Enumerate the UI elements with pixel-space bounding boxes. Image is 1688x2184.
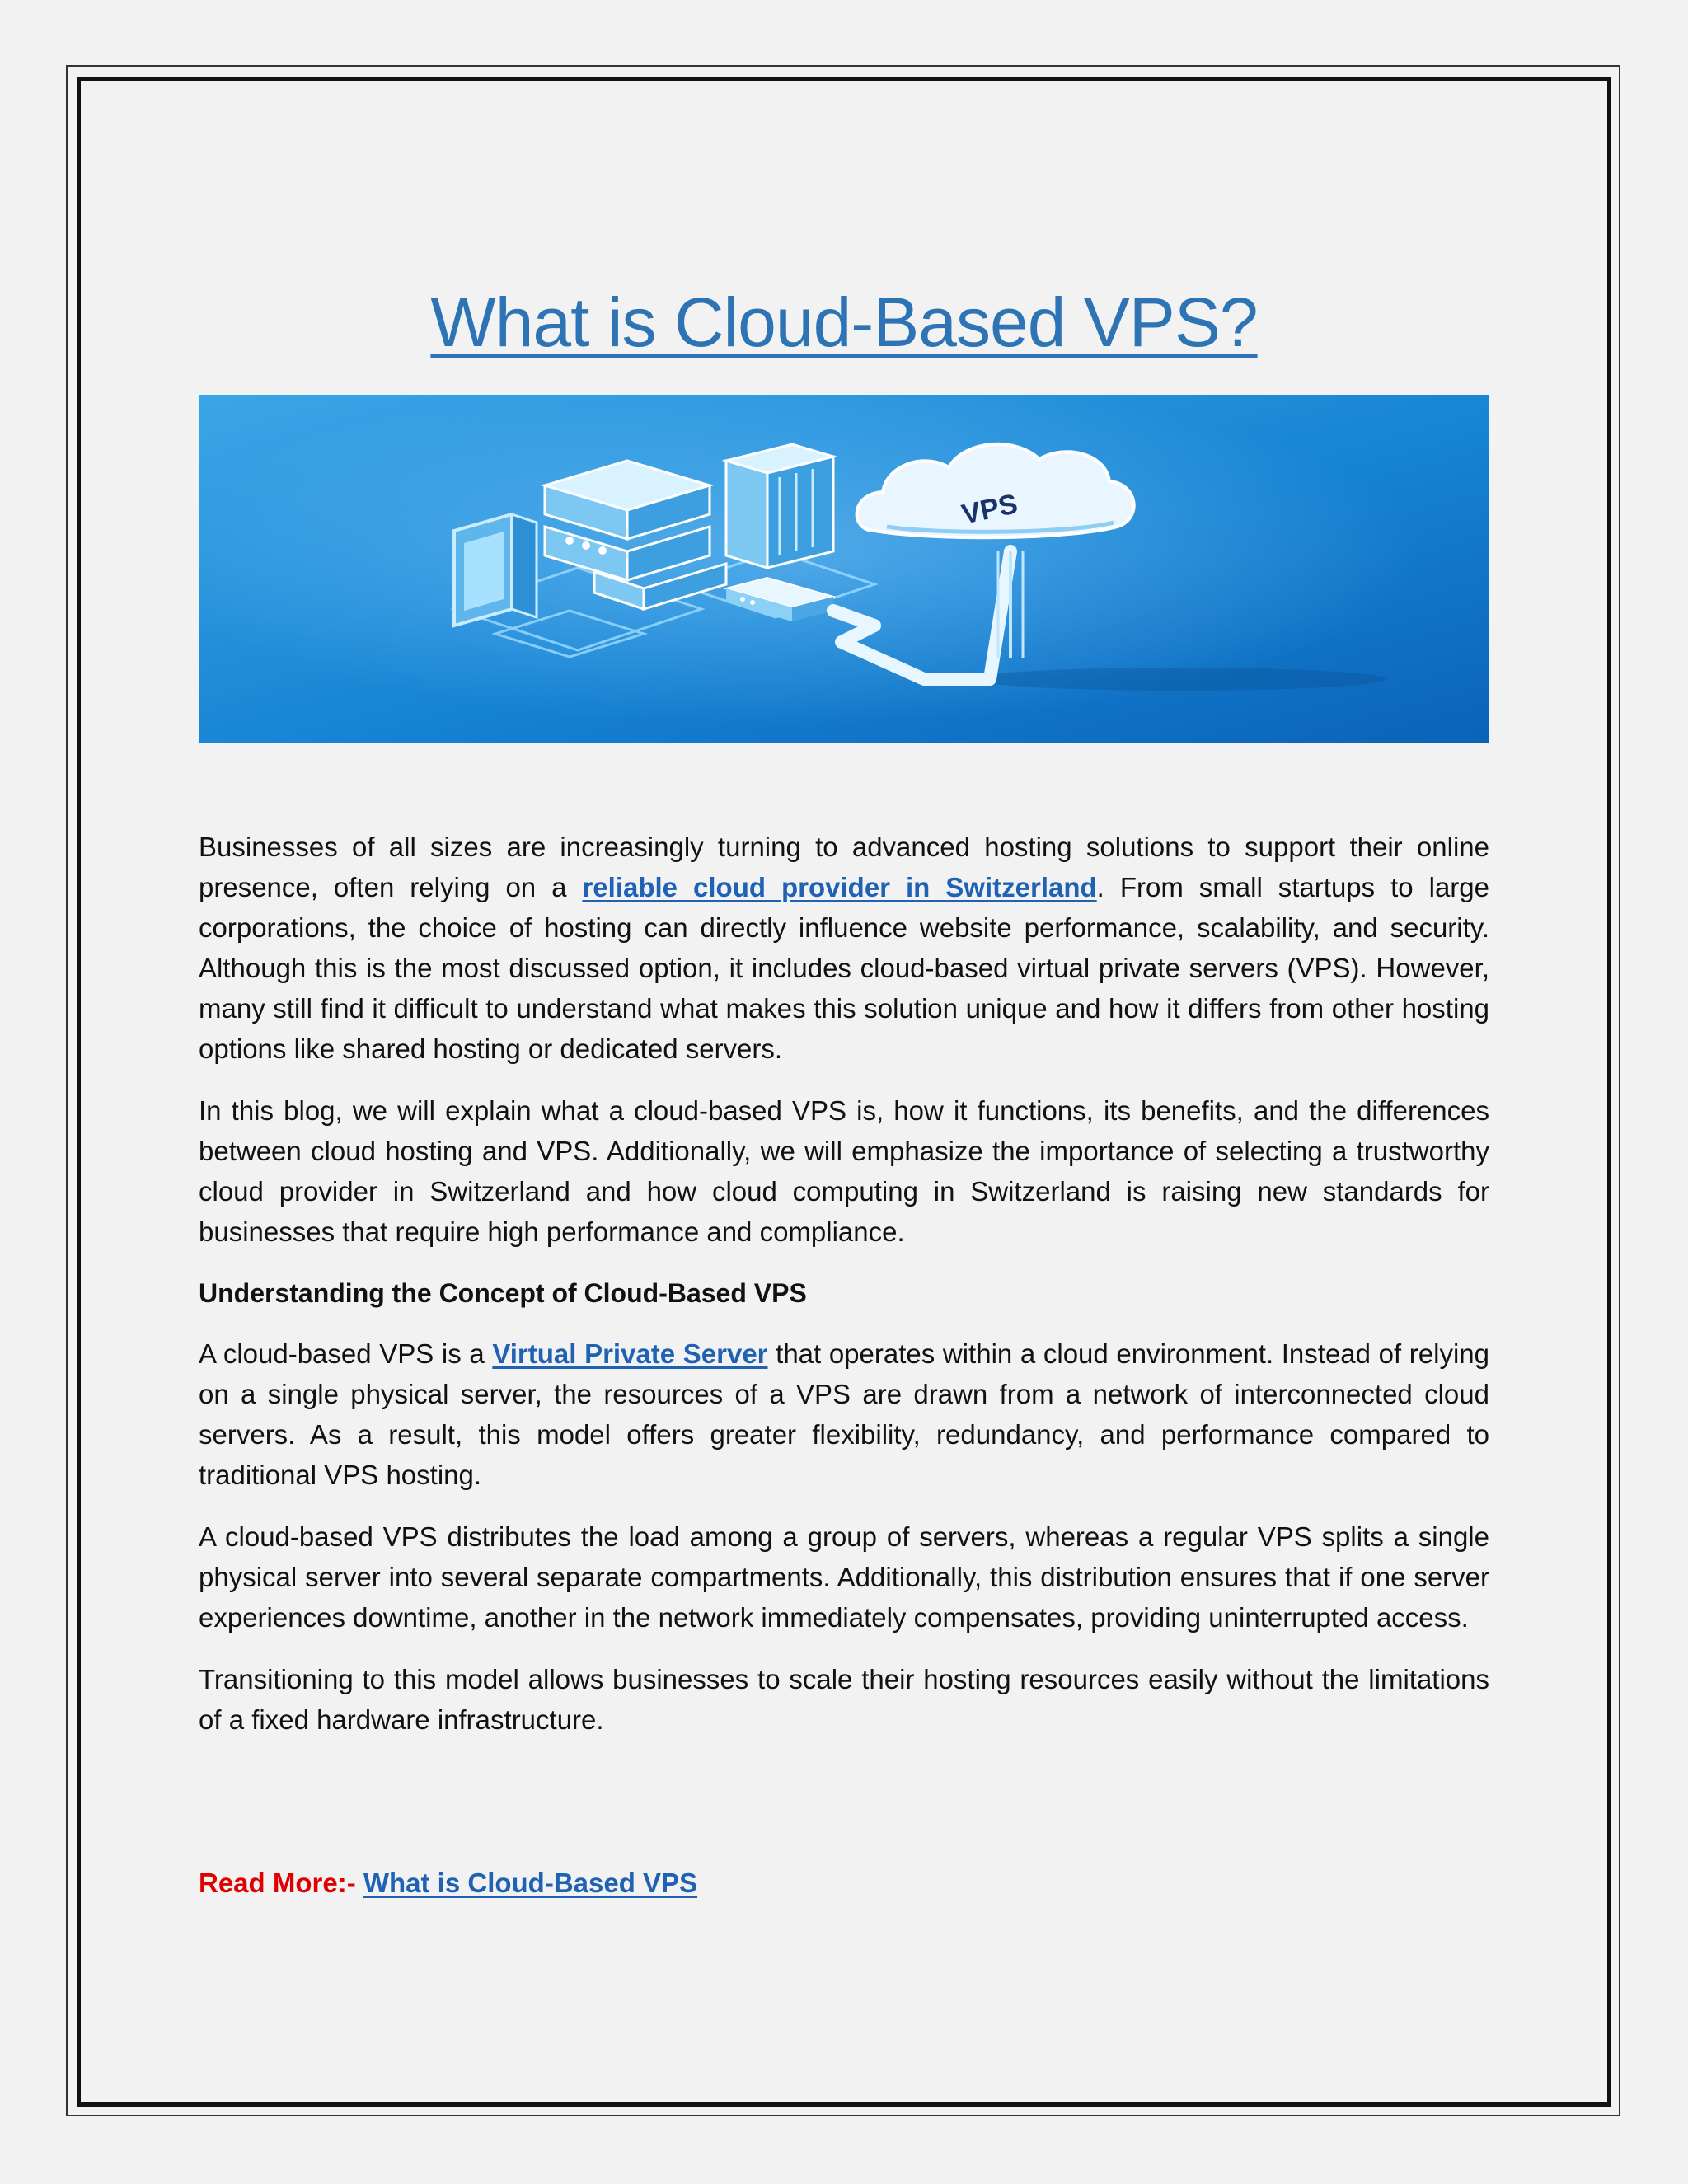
paragraph-intro (199, 827, 1489, 1069)
virtual-private-server-link[interactable]: Virtual Private Server (492, 1338, 768, 1369)
cloud-vps-label: VPS (959, 488, 1021, 531)
page-title: What is Cloud-Based VPS? (430, 284, 1258, 362)
paragraph-distribution: A cloud-based VPS distributes the load among a group of servers, whereas a regular VPS splits a single physical server into several separate compartments. Additionally, this distribution ensures that if one server experiences downtime, another in the network immediately compensates, providing uninterrupted access. (199, 1521, 1489, 1633)
reliable-cloud-provider-link[interactable]: reliable cloud provider in Switzerland (582, 872, 1097, 902)
paragraph-concept (199, 1333, 1489, 1495)
article-body (199, 827, 1489, 1761)
server-tower-icon (726, 444, 833, 568)
paragraph-blog-overview: In this blog, we will explain what a cloud-based VPS is, how it functions, its benefits, and the differences between cloud hosting and VPS. Additionally, we will emphasize the importance of selecting a trustworthy cloud provider in Switzerland and how cloud computing in Switzerland is raising new standards for businesses that require high performance and compliance. (199, 1095, 1489, 1247)
paragraph-transition: Transitioning to this model allows businesses to scale their hosting resources easily without the limitations of a fixed hardware infrastructure. (199, 1664, 1489, 1735)
monitor-icon (454, 514, 537, 626)
section-heading: Understanding the Concept of Cloud-Based VPS (199, 1278, 807, 1308)
paragraph-concept-start: A cloud-based VPS is a (199, 1338, 493, 1369)
paragraph-concept-end: that operates within a cloud environment. Instead of relying on a single physical server, the resources of a VPS are drawn from a network of interconnected cloud servers. As a result, this model offers greater flexibility, redundancy, and performance compared to traditional VPS hosting. (199, 1338, 1490, 1490)
hero-image (199, 395, 1489, 743)
paragraph-intro-end: . From small startups to large corporations, the choice of hosting can directly influence website performance, scalability, and security. Although this is the most discussed option, it includes cloud-based virtual private servers (VPS). However, many still find it difficult to understand what makes this solution unique and how it differs from other hosting options like shared hosting or dedicated servers. (199, 872, 1489, 1064)
paragraph-intro-start: Businesses of all sizes are increasingly turning to advanced hosting solutions to support their online presence, often relying on a (199, 832, 1489, 902)
title-container (199, 235, 1489, 410)
cloud-vps-illustration (199, 395, 1489, 743)
read-more (199, 1863, 697, 1903)
read-more-label: Read More:- (199, 1868, 363, 1898)
read-more-link[interactable]: What is Cloud-Based VPS (363, 1868, 698, 1898)
